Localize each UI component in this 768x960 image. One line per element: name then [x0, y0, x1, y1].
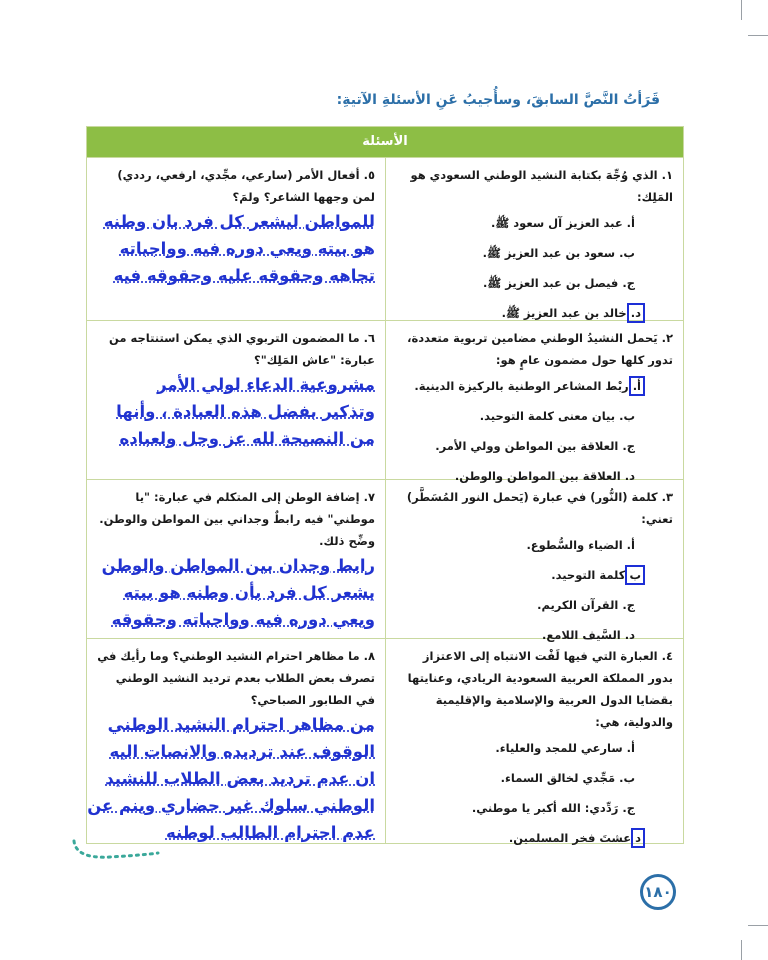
handwritten-answer-line: الوقوف عند ترديده والانصات اليه [109, 742, 375, 761]
table-row [87, 157, 683, 320]
question-7 [87, 480, 385, 638]
crop-mark [741, 0, 742, 20]
handwritten-answer-line: للمواطن ليشعر كل فرد بان وطنه [103, 212, 375, 231]
table-row [87, 320, 683, 483]
handwritten-answer-line: مشروعية الدعاء لولي الأمر [157, 375, 375, 394]
question-text: ١. الذي وُجِّهَ بكتابة النشيد الوطني السعودي هو المَلِك: [410, 168, 673, 204]
question-6 [87, 321, 385, 479]
option-text: عشتَ فخر المسلمين. [508, 831, 632, 845]
handwritten-answer-line: رابط وجدان بين المواطن والوطن [101, 556, 375, 575]
handwritten-answer-line: ان عدم ترديد بعض الطلاب للنشيد [105, 769, 375, 788]
handwritten-answer-line: الوطني سلوك غير حضاري وينم عن [87, 796, 375, 815]
option: ب. بيان معنى كلمة التوحيد. [479, 409, 635, 423]
handwritten-answer-line: وتذكير بفضل هذه العبادة ، وأنها [116, 402, 375, 421]
option: أ. عبد العزيز آل سعود ﷺ. [491, 216, 635, 230]
option-selected [396, 371, 673, 401]
question-2 [385, 321, 683, 483]
question-3 [385, 480, 683, 642]
option-selected [396, 823, 673, 853]
handwritten-answer-line: تجاهه وحقوقه عليه وحقوقه فيه [113, 266, 375, 285]
handwritten-answer-line: يشعر كل فرد بأن وطنه هو بيته [123, 583, 375, 602]
question-text: ٤. العبارة التي فيها لَفْت الانتباه إلى الاعتزاز بدور المملكة العربية السعودية الريادي، وعنايتها بقضايا الدول العربية والإسلامية والإقليمية والدولية، هي: [407, 649, 673, 729]
option: ب. مَجِّدي لخالق السماء. [500, 771, 635, 785]
crop-mark [748, 925, 768, 926]
option: أ. سارعي للمجد والعلياء. [495, 741, 635, 755]
option-selected [396, 560, 673, 590]
question-5 [87, 158, 385, 320]
questions-table [86, 126, 684, 844]
table-row [87, 479, 683, 642]
option: ج. القرآن الكريم. [537, 598, 635, 612]
table-header: الأسئلة [87, 127, 683, 157]
answer-mark: د [631, 828, 645, 848]
question-text: ٧. إضافة الوطن إلى المتكلم في عبارة: "يا موطني" فيه رابطٌ وجداني بين المواطن والوطن. وضِّح ذلك. [99, 490, 375, 548]
question-text: ٦. ما المضمون التربوي الذي يمكن استنتاجه من عبارة: "عاش المَلِك"؟ [109, 331, 375, 367]
page-number: ١٨٠ [640, 874, 676, 910]
handwritten-answer-line: عدم احترام الطالب لوطنه [165, 823, 375, 842]
option-text: كلمة التوحيد. [551, 568, 626, 582]
option: د. السَّيف اللامع. [542, 628, 635, 642]
handwritten-answer-line: من النصيحة لله عز وجل ولعباده [119, 429, 375, 448]
option: ج. رَدِّدي: الله أكبر يا موطني. [471, 801, 635, 815]
answer-mark: د. [627, 303, 645, 323]
dotted-curve-decoration [70, 837, 160, 865]
option: ج. فيصل بن عبد العزيز ﷺ. [483, 276, 635, 290]
handwritten-answer-line: من مظاهر احترام النشيد الوطني [107, 715, 375, 734]
handwritten-answer-line: ويعي دوره فيه وواجباته وحقوقه [111, 610, 375, 629]
question-text: ٢. يَحمل النشيدُ الوطني مضامين تربوية متعددة، تدور كلها حول مضمون عامٍ هو: [407, 331, 673, 367]
option: د. العلاقة بين المواطن والوطن. [454, 469, 635, 483]
option-text: خالد بن عبد العزيز ﷺ. [501, 306, 627, 320]
instruction-heading: قَرَأتُ النَّصَّ السابقَ، وسأُجيبُ عَنِ الأسئلةِ الآتيةِ: [336, 92, 660, 108]
question-1 [385, 158, 683, 320]
table-row [87, 638, 683, 843]
question-4 [385, 639, 683, 843]
option: أ. الضياء والسُّطوع. [526, 538, 635, 552]
crop-mark [748, 35, 768, 36]
question-text: ٨. ما مظاهر احترام النشيد الوطني؟ وما رأيك في تصرف بعض الطلاب بعدم ترديد النشيد الوطني في الطابور الصباحي؟ [97, 649, 375, 707]
option: ج. العلاقة بين المواطن وولي الأمر. [435, 439, 635, 453]
option: ب. سعود بن عبد العزيز ﷺ. [482, 246, 635, 260]
answer-mark: ب [625, 565, 645, 585]
crop-mark [741, 940, 742, 960]
option-text: ربْط المشاعر الوطنية بالركيزة الدينية. [414, 379, 629, 393]
question-8 [87, 639, 385, 843]
handwritten-answer-line: هو بيته ويعي دوره فيه وواجباته [119, 239, 375, 258]
answer-mark: أ. [629, 376, 645, 396]
question-text: ٣. كلمة (النُّور) في عبارة (يَحمل النور المُسَطَّر) تعني: [406, 490, 673, 526]
question-text: ٥. أفعال الأمر (سارعي، مجِّدي، ارفعي، رددي) لمن وجهها الشاعر؟ ولمَ؟ [117, 168, 375, 204]
